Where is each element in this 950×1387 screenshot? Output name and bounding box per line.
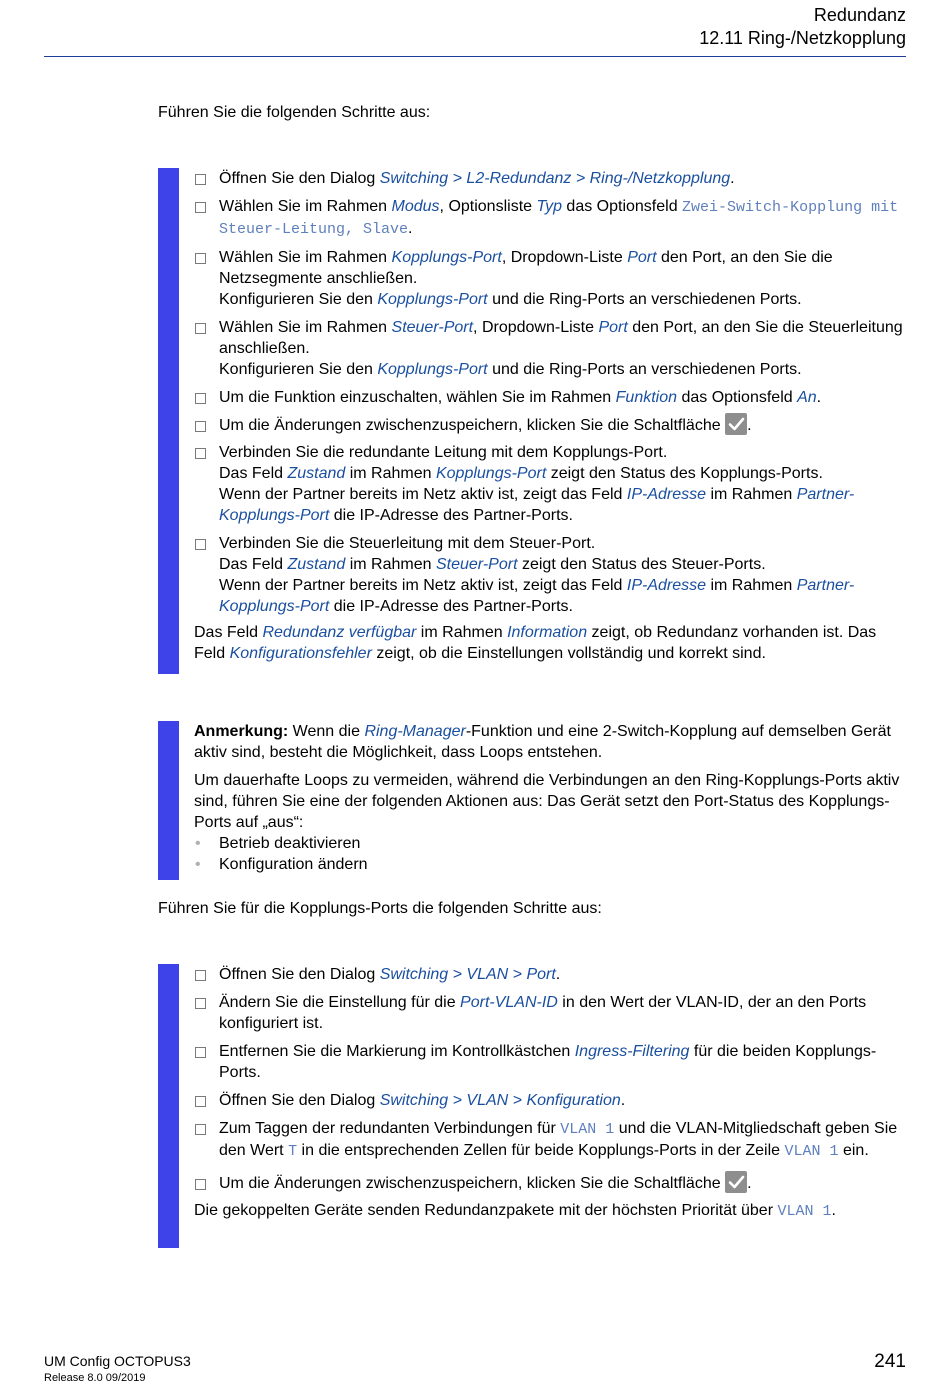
result-text-2: Die gekoppelten Geräte senden Redundanzpakete mit der höchsten Priorität über VLAN 1. [194,1202,836,1220]
note-paragraph-1: Anmerkung: Wenn die Ring-Manager-Funktion und eine 2-Switch-Kopplung auf demselben Gerät aktiv sind, besteht die Möglichkeit, dass Loops entstehen. [194,723,891,761]
note-bullet: • Betrieb deaktivieren [195,835,361,852]
note-paragraph-2: Um dauerhafte Loops zu vermeiden, während die Verbindungen an den Ring-Kopplungs-Ports aktiv sind, führen Sie eine der folgenden Aktionen aus: Das Gerät setzt den Port-Status des Kopplungs-Ports auf „aus“: [194,772,900,831]
step-checkbox-icon [195,393,206,404]
step-checkbox-icon [195,174,206,185]
header-rule [44,56,906,57]
step-checkbox-icon [195,202,206,213]
note-bullet: • Konfiguration ändern [195,856,368,873]
result-text-1: Das Feld Redundanz verfügbar im Rahmen Information zeigt, ob Redundanz vorhanden ist. Das Feld Konfigurationsfehler zeigt, ob die Einstellungen vollständig und korrekt sind. [194,624,877,662]
step-item: Um die Funktion einzuschalten, wählen Sie im Rahmen Funktion das Optionsfeld An. [194,387,906,408]
step-checkbox-icon [195,448,206,459]
step-item: Öffnen Sie den Dialog Switching > L2-Redundanz > Ring-/Netzkopplung. [194,168,906,189]
note-label: Anmerkung: [194,723,289,740]
checkmark-save-icon [725,1171,747,1193]
page-number: 241 [874,1351,906,1372]
step-item: Wählen Sie im Rahmen Modus, Optionsliste Typ das Optionsfeld Zwei-Switch-Kopplung mit Steuer-Leitung, Slave. [194,196,906,240]
release-info: Release 8.0 09/2019 [44,1372,146,1384]
step-checkbox-icon [195,1124,206,1135]
step-checkbox-icon [195,970,206,981]
step-checkbox-icon [195,1179,206,1190]
option-value: Zwei-Switch-Kopplung mit Steuer-Leitung, Slave [219,199,899,238]
page-header [699,4,906,50]
page-footer [44,1353,191,1387]
dialog-path: Switching > L2-Redundanz > Ring-/Netzkopplung [379,170,731,187]
step-checkbox-icon [195,539,206,550]
step-item: Verbinden Sie die Steuerleitung mit dem Steuer-Port. Das Feld Zustand im Rahmen Steuer-Port zeigt den Status des Steuer-Ports. Wenn der Partner bereits im Netz aktiv ist, zeigt das Feld IP-Adresse im Rahmen Partner-Kopplungs-Port die IP-Adresse des Partner-Ports. [194,533,906,617]
dialog-path: Switching > VLAN > Port [379,966,556,983]
instruction-block-2 [158,964,906,1248]
accent-bar [158,964,179,1248]
accent-bar [158,721,179,880]
section-title: 12.11 Ring-/Netzkopplung [699,28,906,48]
document-name: UM Config OCTOPUS3 [44,1353,191,1369]
step-item: Zum Taggen der redundanten Verbindungen für VLAN 1 und die VLAN-Mitgliedschaft geben Sie den Wert T in die entsprechenden Zellen für beide Kopplungs-Ports in der Zeile VLAN 1 ein. [194,1118,906,1162]
step-item: Wählen Sie im Rahmen Kopplungs-Port, Dropdown-Liste Port den Port, an den Sie die Netzsegmente anschließen. Konfigurieren Sie den Kopplungs-Port und die Ring-Ports an verschiedenen Ports. [194,247,906,310]
accent-bar [158,168,179,674]
instruction-block-1 [158,168,906,674]
step-checkbox-icon [195,998,206,1009]
step-item: Ändern Sie die Einstellung für die Port-VLAN-ID in den Wert der VLAN-ID, der an den Ports konfiguriert ist. [194,992,906,1034]
step-item: Wählen Sie im Rahmen Steuer-Port, Dropdown-Liste Port den Port, an den Sie die Steuerleitung anschließen. Konfigurieren Sie den Kopplungs-Port und die Ring-Ports an verschiedenen Ports. [194,317,906,380]
step-checkbox-icon [195,323,206,334]
step-item: Verbinden Sie die redundante Leitung mit dem Kopplungs-Port. Das Feld Zustand im Rahmen Kopplungs-Port zeigt den Status des Kopplungs-Ports. Wenn der Partner bereits im Netz aktiv ist, zeigt das Feld IP-Adresse im Rahmen Partner-Kopplungs-Port die IP-Adresse des Partner-Ports. [194,442,906,526]
step-item: Öffnen Sie den Dialog Switching > VLAN > Port. [194,964,906,985]
dialog-path: Switching > VLAN > Konfiguration [379,1092,621,1109]
intro-text-1: Führen Sie die folgenden Schritte aus: [158,104,431,121]
step-item: Entfernen Sie die Markierung im Kontrollkästchen Ingress-Filtering für die beiden Kopplungs-Ports. [194,1041,906,1083]
step-item: Um die Änderungen zwischenzuspeichern, klicken Sie die Schaltfläche . [194,1173,906,1195]
step-item: Um die Änderungen zwischenzuspeichern, klicken Sie die Schaltfläche . [194,415,906,437]
step-checkbox-icon [195,1047,206,1058]
intro-text-2: Führen Sie für die Kopplungs-Ports die folgenden Schritte aus: [158,900,602,917]
chapter-title: Redundanz [813,5,906,25]
step-item: Öffnen Sie den Dialog Switching > VLAN > Konfiguration. [194,1090,906,1111]
step-checkbox-icon [195,421,206,432]
step-checkbox-icon [195,1096,206,1107]
step-checkbox-icon [195,253,206,264]
checkmark-save-icon [725,413,747,435]
note-block [158,721,906,880]
